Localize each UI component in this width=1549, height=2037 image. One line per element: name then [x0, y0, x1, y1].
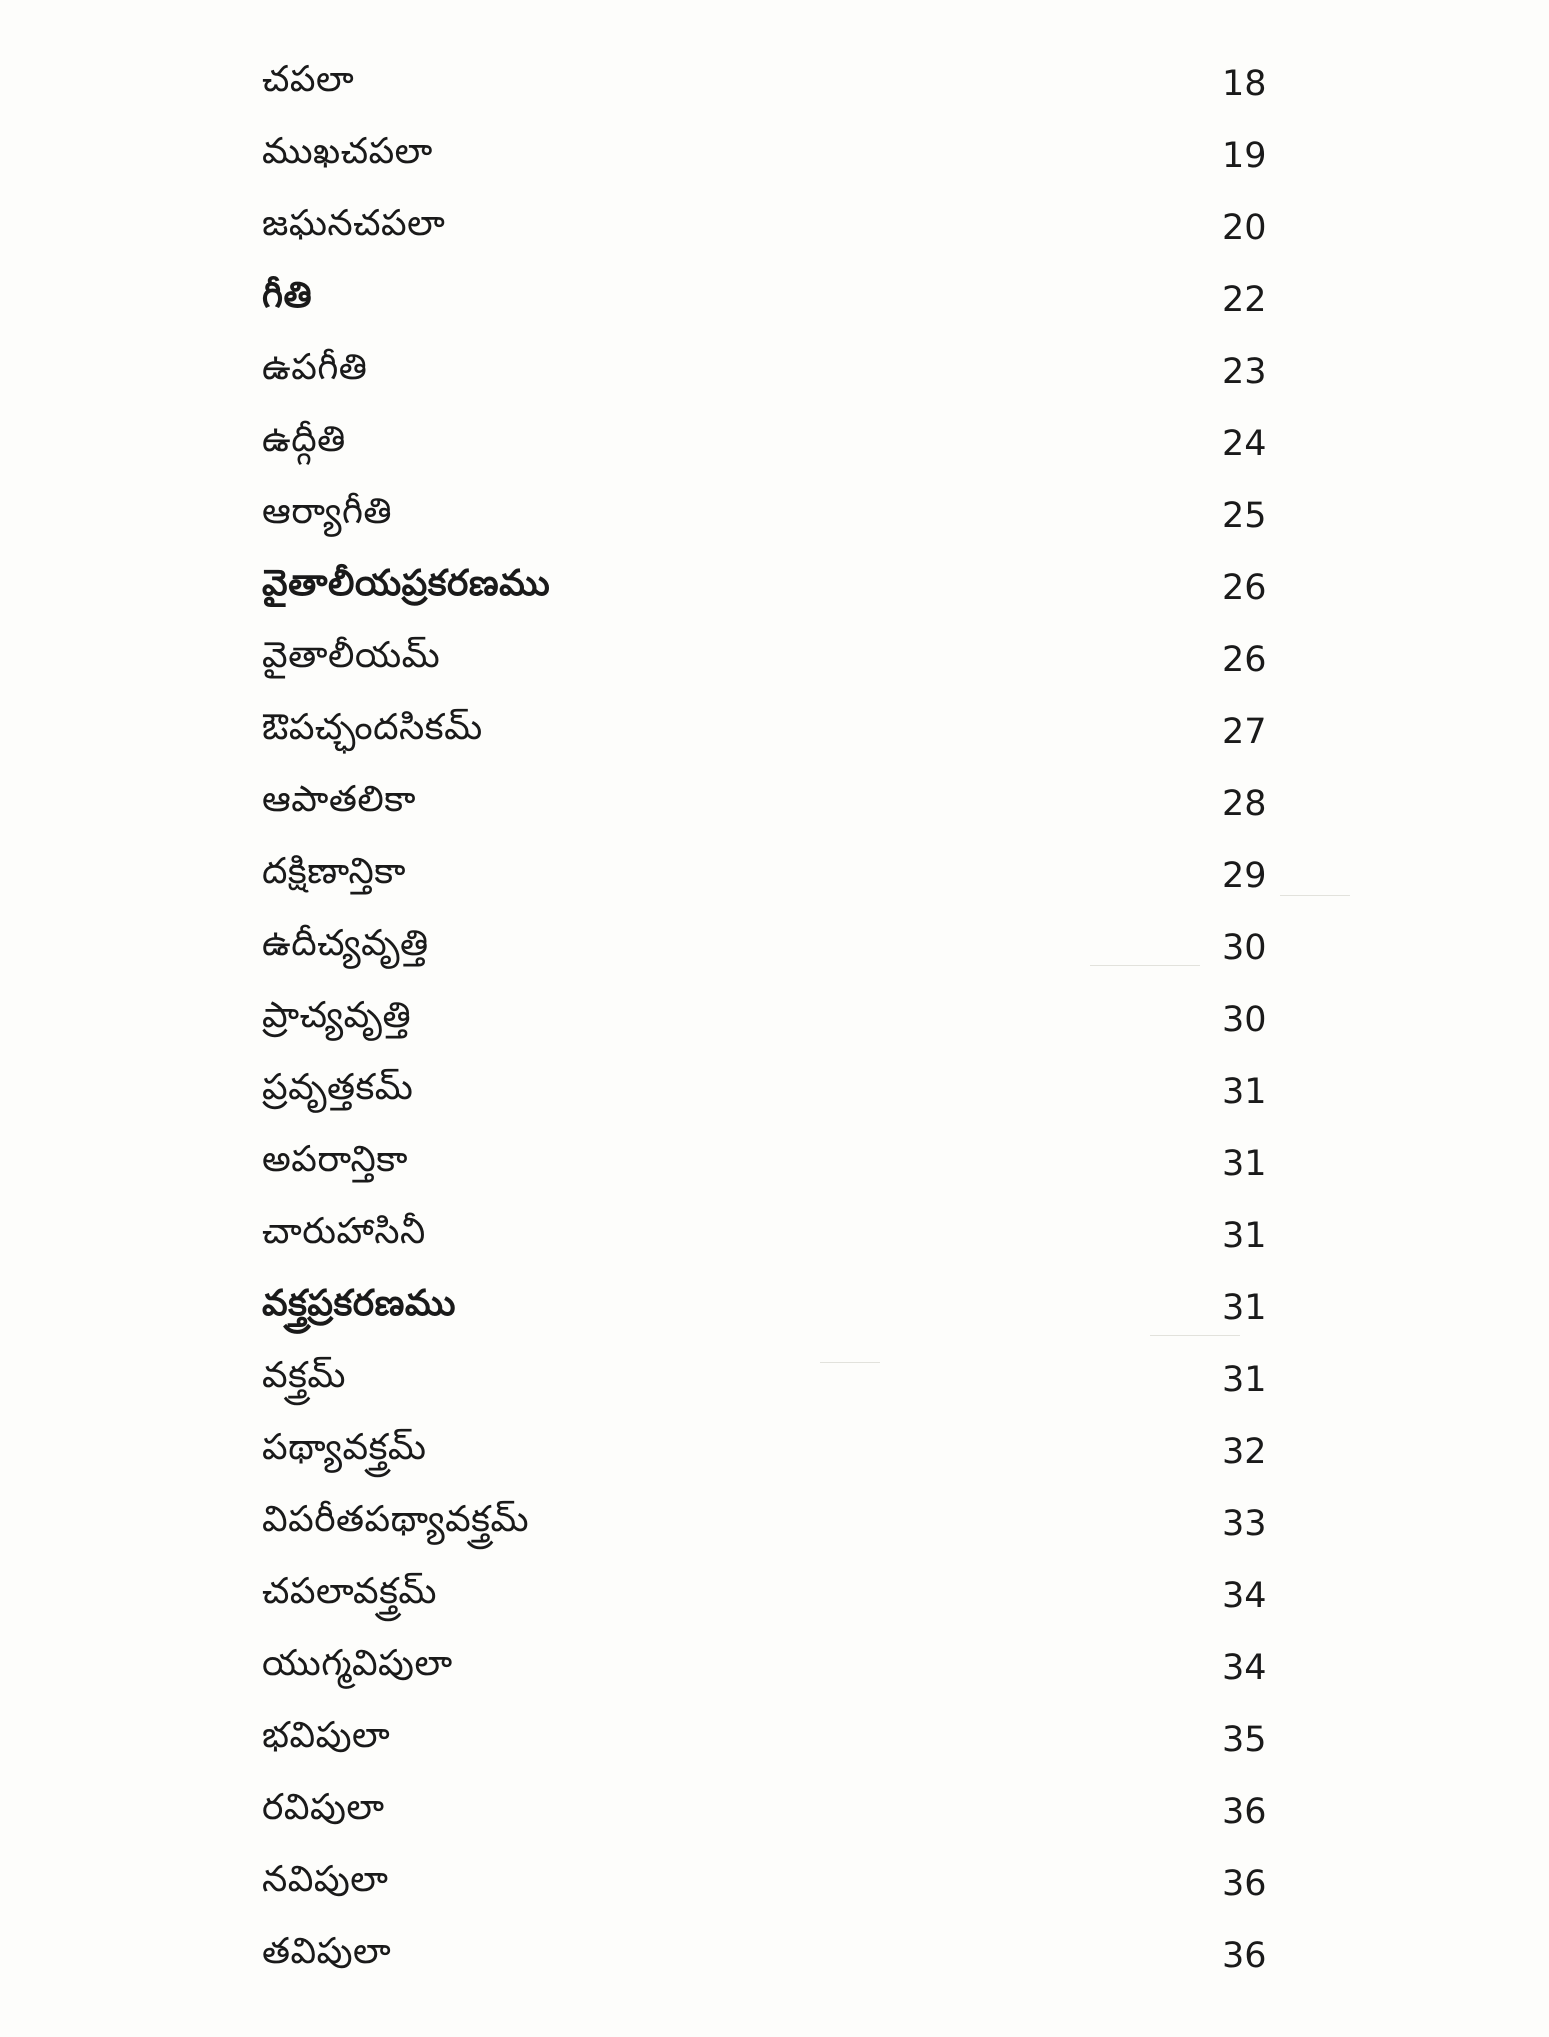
- toc-entry: [262, 1200, 1302, 1272]
- toc-entry: [262, 192, 1302, 264]
- page-number: 23: [1222, 352, 1267, 392]
- page-number: 25: [1222, 496, 1267, 536]
- section-heading: గీతి: [262, 275, 313, 316]
- toc-entry: [262, 48, 1302, 120]
- page-number: 36: [1222, 1936, 1267, 1976]
- page-number: 18: [1222, 64, 1267, 104]
- page-number: 31: [1222, 1072, 1267, 1112]
- toc-entry: [262, 480, 1302, 552]
- entry-title: విపరీతపథ్యావక్త్రమ్: [262, 1499, 530, 1540]
- toc-entry: [262, 1776, 1302, 1848]
- toc-entry: [262, 768, 1302, 840]
- toc-entry: [262, 912, 1302, 984]
- page-number: 26: [1222, 640, 1267, 680]
- page-number: 22: [1222, 280, 1267, 320]
- section-heading: వక్త్రప్రకరణము: [262, 1283, 456, 1324]
- page-number: 35: [1222, 1720, 1267, 1760]
- toc-entry: [262, 120, 1302, 192]
- entry-title: దక్షిణాన్తికా: [262, 851, 407, 892]
- toc-entry: [262, 1488, 1302, 1560]
- page-number: 28: [1222, 784, 1267, 824]
- toc-entry: [262, 1704, 1302, 1776]
- page-number: 36: [1222, 1792, 1267, 1832]
- toc-entry: [262, 1128, 1302, 1200]
- entry-title: ప్రవృత్తకమ్: [262, 1067, 414, 1108]
- entry-title: చారుహాసినీ: [262, 1211, 426, 1252]
- toc-entry: [262, 624, 1302, 696]
- section-heading: వైతాలీయప్రకరణము: [262, 563, 551, 604]
- toc-entry: [262, 984, 1302, 1056]
- toc-entry: [262, 552, 1302, 624]
- page-number: 27: [1222, 712, 1267, 752]
- toc-entry: [262, 696, 1302, 768]
- entry-title: ఆపాతలికా: [262, 779, 416, 820]
- entry-title: చపలావక్త్రమ్: [262, 1571, 438, 1612]
- page-number: 34: [1222, 1648, 1267, 1688]
- entry-title: జఘనచపలా: [262, 203, 446, 244]
- toc-entry: [262, 1056, 1302, 1128]
- page-number: 31: [1222, 1144, 1267, 1184]
- page-number: 20: [1222, 208, 1267, 248]
- entry-title: నవిపులా: [262, 1859, 389, 1900]
- entry-title: ఉపగీతి: [262, 347, 368, 388]
- page-number: 19: [1222, 136, 1267, 176]
- toc-entry: [262, 1416, 1302, 1488]
- entry-title: అపరాన్తికా: [262, 1139, 408, 1180]
- toc-entry: [262, 840, 1302, 912]
- entry-title: ముఖచపలా: [262, 131, 433, 172]
- entry-title: ప్రాచ్యవృత్తి: [262, 995, 412, 1036]
- page-number: 24: [1222, 424, 1267, 464]
- entry-title: భవిపులా: [262, 1715, 391, 1756]
- entry-title: ఉదీచ్యవృత్తి: [262, 923, 429, 964]
- page-number: 31: [1222, 1288, 1267, 1328]
- page-number: 36: [1222, 1864, 1267, 1904]
- scan-mark: [1150, 1335, 1240, 1336]
- entry-title: ఆర్యాగీతి: [262, 491, 393, 532]
- toc-entry: [262, 408, 1302, 480]
- entry-title: చపలా: [262, 59, 355, 100]
- toc-entry: [262, 264, 1302, 336]
- page-number: 33: [1222, 1504, 1267, 1544]
- entry-title: పథ్యావక్త్రమ్: [262, 1427, 427, 1468]
- entry-title: ఉద్గీతి: [262, 419, 346, 460]
- page-number: 34: [1222, 1576, 1267, 1616]
- scan-mark: [820, 1362, 880, 1363]
- page-number: 30: [1222, 928, 1267, 968]
- entry-title: వక్త్రమ్: [262, 1355, 346, 1396]
- toc-entry: [262, 336, 1302, 408]
- entry-title: యుగ్మవిపులా: [262, 1643, 453, 1684]
- entry-title: ఔపచ్ఛందసికమ్: [262, 707, 483, 748]
- toc-entry: [262, 1272, 1302, 1344]
- page-number: 31: [1222, 1216, 1267, 1256]
- scan-mark: [1090, 965, 1200, 966]
- entry-title: తవిపులా: [262, 1931, 392, 1972]
- entry-title: రవిపులా: [262, 1787, 385, 1828]
- page-number: 31: [1222, 1360, 1267, 1400]
- toc-entry: [262, 1344, 1302, 1416]
- toc-entry: [262, 1848, 1302, 1920]
- scan-mark: [1280, 895, 1350, 896]
- entry-title: వైతాలీయమ్: [262, 635, 441, 676]
- toc-entry: [262, 1920, 1302, 1992]
- page-number: 29: [1222, 856, 1267, 896]
- page-number: 26: [1222, 568, 1267, 608]
- toc-entry: [262, 1632, 1302, 1704]
- toc-entry: [262, 1560, 1302, 1632]
- table-of-contents: [262, 48, 1302, 1992]
- page-number: 32: [1222, 1432, 1267, 1472]
- page-number: 30: [1222, 1000, 1267, 1040]
